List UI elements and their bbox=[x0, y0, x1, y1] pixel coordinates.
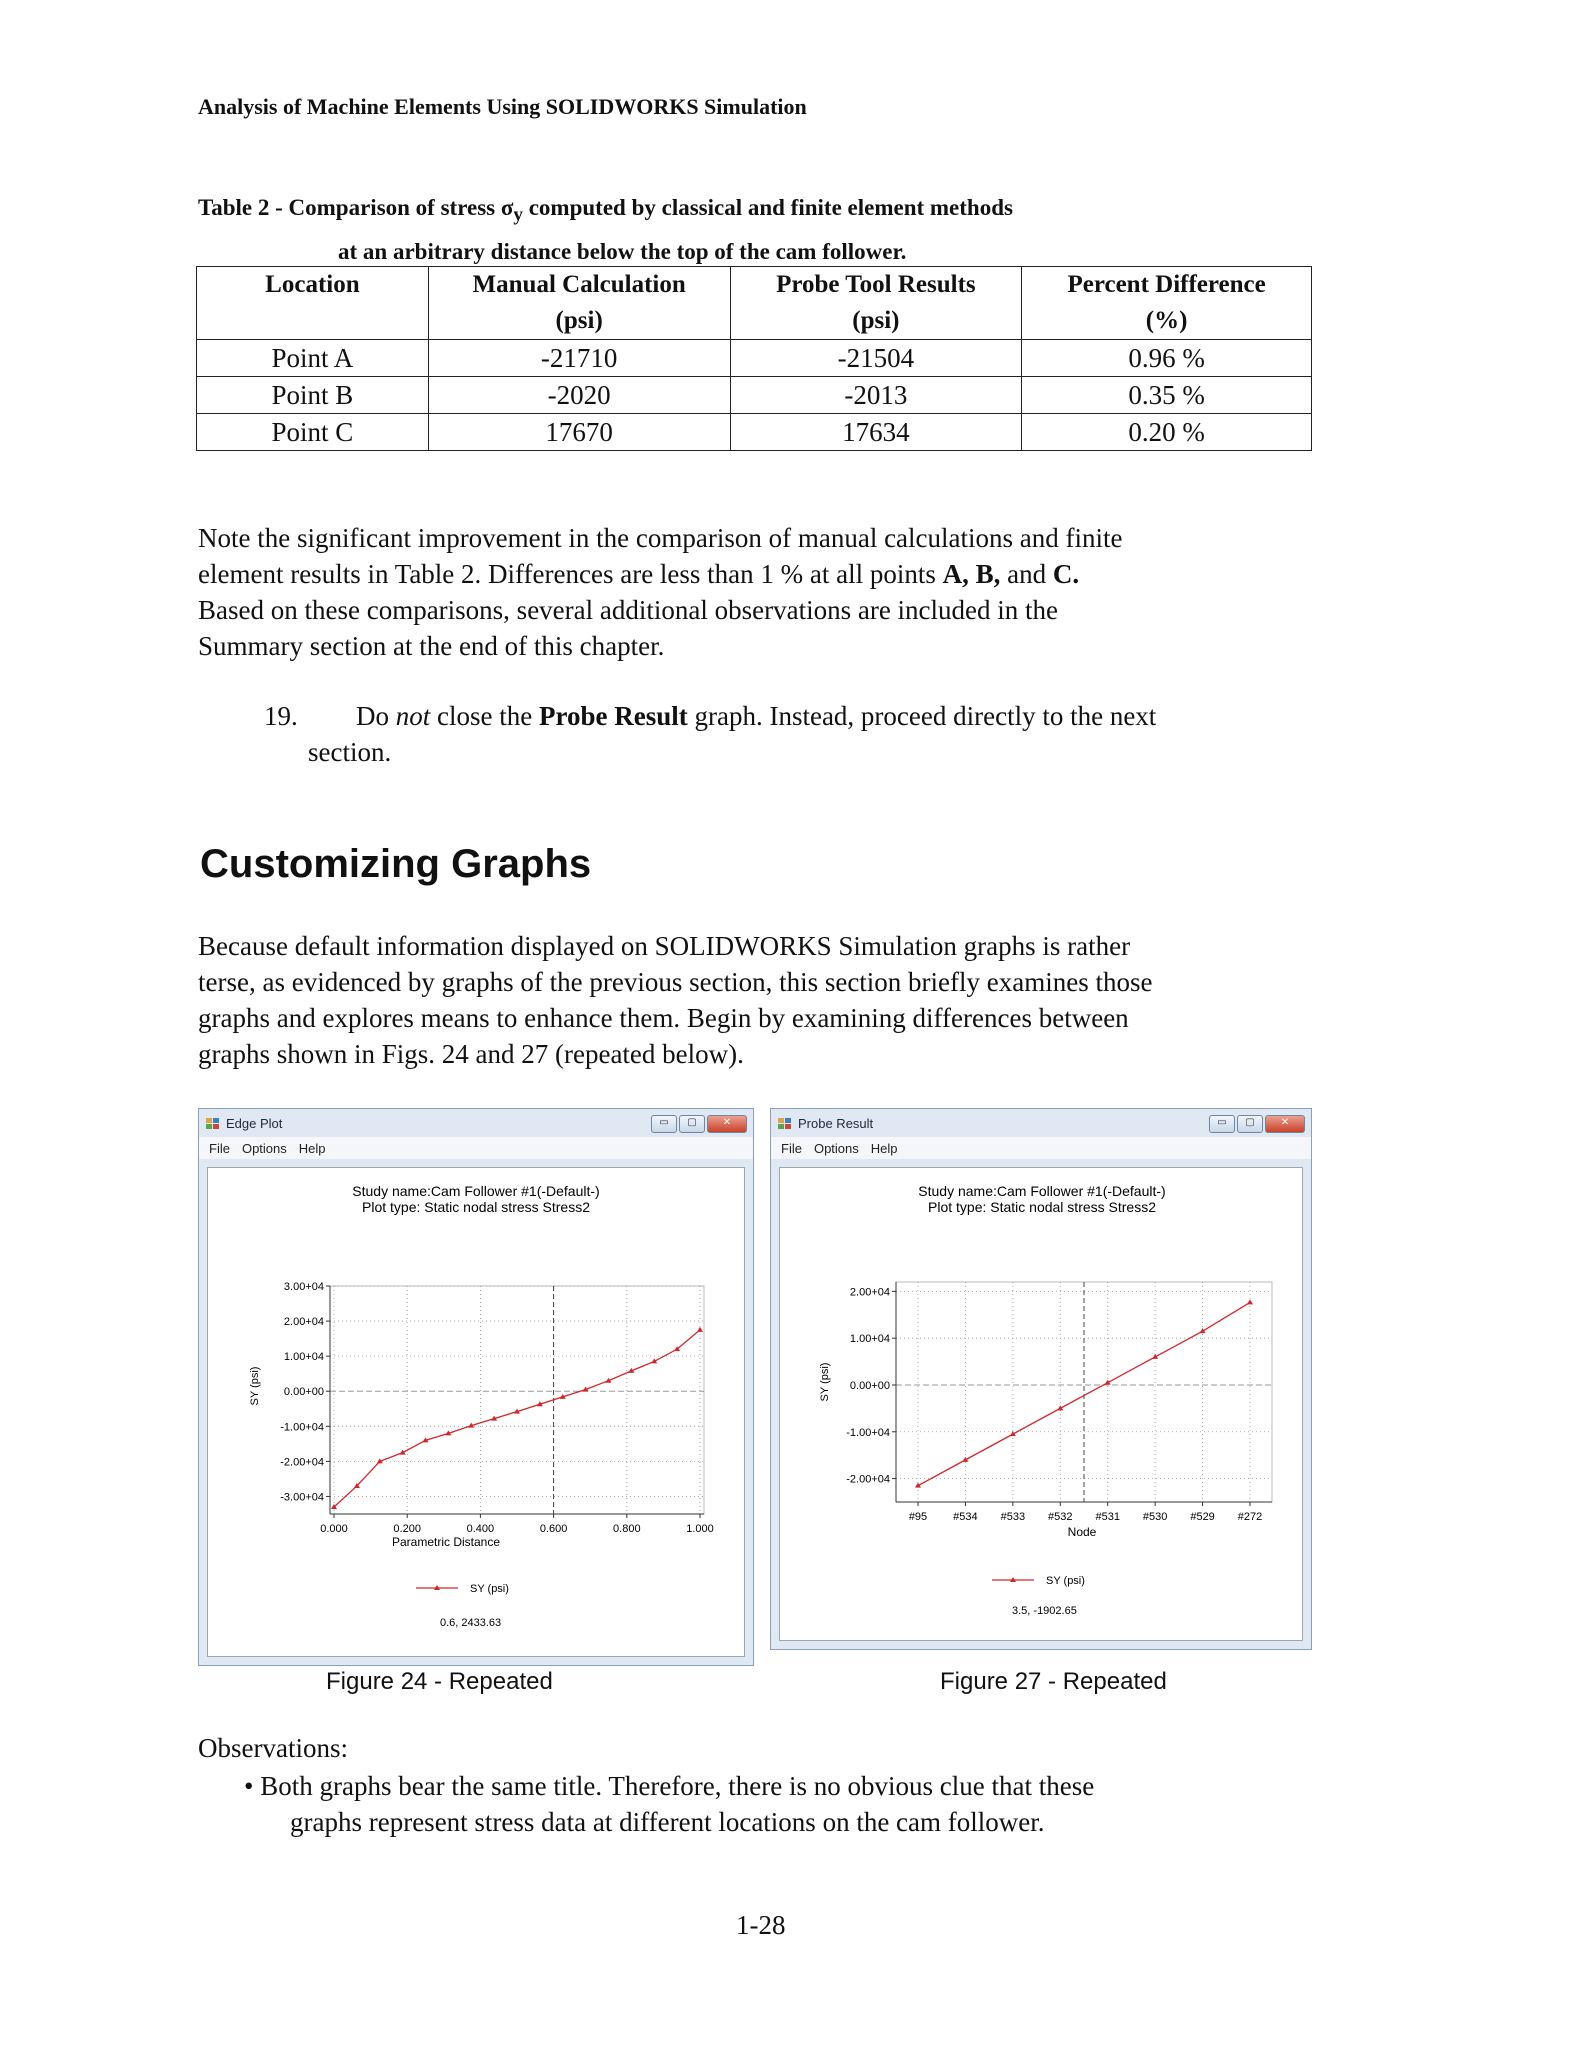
menu-options[interactable]: Options bbox=[241, 1140, 287, 1156]
table-cell: -21710 bbox=[428, 340, 730, 377]
menu-help[interactable]: Help bbox=[298, 1140, 326, 1156]
probe-result-window bbox=[770, 1108, 1312, 1650]
figure-27-caption: Figure 27 - Repeated bbox=[940, 1668, 1167, 1695]
menu-help[interactable]: Help bbox=[870, 1140, 898, 1156]
table-cell: Point C bbox=[197, 414, 429, 451]
table-cell: 0.20 % bbox=[1022, 414, 1312, 451]
x-tick-label: 0.800 bbox=[613, 1523, 641, 1535]
table-caption-line2: at an arbitrary distance below the top of the cam follower. bbox=[338, 238, 907, 264]
table-cell: Point B bbox=[197, 377, 429, 414]
table-row bbox=[197, 414, 1312, 451]
col-header-percent: Percent Difference (%) bbox=[1022, 267, 1312, 340]
x-tick-label: #95 bbox=[908, 1511, 928, 1523]
y-tick-label: 1.00+04 bbox=[849, 1333, 890, 1346]
x-tick-label: #533 bbox=[1000, 1511, 1026, 1523]
y-tick-label: 2.00+04 bbox=[283, 1316, 324, 1329]
data-point bbox=[1247, 1299, 1253, 1304]
probe-result-chart bbox=[780, 1168, 1302, 1640]
table-cell: -2020 bbox=[428, 377, 730, 414]
menubar bbox=[199, 1137, 753, 1159]
app-icon bbox=[205, 1116, 221, 1130]
menu-file[interactable]: File bbox=[781, 1140, 802, 1156]
col-header-location: Location bbox=[197, 267, 429, 340]
x-tick-label: 0.200 bbox=[393, 1523, 421, 1535]
y-tick-label: 0.00+00 bbox=[283, 1386, 324, 1399]
page-number: 1-28 bbox=[736, 1910, 786, 1940]
x-tick-label: #531 bbox=[1095, 1511, 1120, 1523]
plot-title-line2: Plot type: Static nodal stress Stress2 bbox=[362, 1199, 590, 1215]
table-cell: 17670 bbox=[428, 414, 730, 451]
y-tick-label: 2.00+04 bbox=[849, 1286, 890, 1299]
app-icon bbox=[777, 1116, 793, 1130]
y-tick-label: 0.00+00 bbox=[849, 1379, 890, 1392]
x-axis-label: Parametric Distance bbox=[391, 1535, 501, 1549]
chart-plot bbox=[280, 1281, 714, 1535]
x-tick-label: 0.000 bbox=[320, 1523, 348, 1535]
minimize-button[interactable]: ▭ bbox=[651, 1115, 677, 1133]
y-tick-label: -1.00+04 bbox=[280, 1421, 324, 1434]
table-cell: Point A bbox=[197, 340, 429, 377]
plot-title-line1: Study name:Cam Follower #1(-Default-) bbox=[352, 1183, 600, 1199]
table-cell: 0.35 % bbox=[1022, 377, 1312, 414]
y-tick-label: -3.00+04 bbox=[280, 1491, 324, 1504]
data-point bbox=[697, 1327, 703, 1332]
cursor-readout: 0.6, 2433.63 bbox=[440, 1617, 502, 1629]
note-paragraph: Note the significant improvement in the comparison of manual calculations and finite element results in Table 2. Differences are less than 1 % at all points A, B, and C. Based on these comparisons, several additional observations are included in the Summary section at the end of this chapter. bbox=[198, 523, 1123, 661]
edge-plot-chart bbox=[208, 1168, 744, 1656]
col-header-manual: Manual Calculation (psi) bbox=[428, 267, 730, 340]
close-button[interactable]: ✕ bbox=[1265, 1115, 1305, 1133]
y-tick-label: -2.00+04 bbox=[846, 1473, 890, 1486]
edge-plot-window bbox=[198, 1108, 754, 1666]
step-19: 19. Do not close the Probe Result graph. Instead, proceed directly to the next section. bbox=[264, 698, 1264, 770]
cursor-readout: 3.5, -1902.65 bbox=[1012, 1605, 1077, 1617]
step-number: 19. bbox=[264, 701, 298, 731]
plot-frame bbox=[330, 1286, 704, 1514]
minimize-button[interactable]: ▭ bbox=[1209, 1115, 1235, 1133]
table-row bbox=[197, 377, 1312, 414]
x-tick-label: 0.400 bbox=[466, 1523, 495, 1535]
intro-paragraph: Because default information displayed on SOLIDWORKS Simulation graphs is rather terse, as evidenced by graphs of the previous section, this section briefly examines those graphs and explores means to enhance them. Begin by examining differences between graphs shown in Figs. 24 and 27 (repeated below). bbox=[198, 931, 1153, 1069]
y-axis-label: SY (psi) bbox=[819, 1362, 831, 1402]
legend-label: SY (psi) bbox=[1046, 1575, 1085, 1587]
maximize-button[interactable]: ▢ bbox=[679, 1115, 705, 1133]
table-cell: 0.96 % bbox=[1022, 340, 1312, 377]
table-caption bbox=[198, 190, 1013, 270]
series-line bbox=[334, 1330, 700, 1507]
chart-plot bbox=[846, 1282, 1272, 1523]
x-tick-label: #532 bbox=[1048, 1511, 1073, 1523]
menu-options[interactable]: Options bbox=[813, 1140, 859, 1156]
window-title: Edge Plot bbox=[226, 1115, 283, 1131]
legend bbox=[992, 1575, 1085, 1587]
x-tick-label: 0.600 bbox=[539, 1523, 568, 1535]
menubar bbox=[771, 1137, 1311, 1159]
running-header: Analysis of Machine Elements Using SOLIDWORKS Simulation bbox=[198, 94, 807, 119]
menu-file[interactable]: File bbox=[209, 1140, 230, 1156]
x-tick-label: #530 bbox=[1142, 1511, 1168, 1523]
figure-24-caption: Figure 24 - Repeated bbox=[326, 1668, 553, 1695]
table-header-row bbox=[197, 267, 1312, 340]
x-tick-label: #534 bbox=[953, 1511, 978, 1523]
comparison-table bbox=[196, 266, 1312, 451]
close-button[interactable]: ✕ bbox=[707, 1115, 747, 1133]
section-title: Customizing Graphs bbox=[200, 842, 592, 886]
col-header-probe: Probe Tool Results (psi) bbox=[730, 267, 1022, 340]
table-cell: -21504 bbox=[730, 340, 1022, 377]
table-cell: 17634 bbox=[730, 414, 1022, 451]
observations-heading: Observations: bbox=[198, 1733, 348, 1763]
table-caption-line1: Table 2 - Comparison of stress $\sigma_y$ computed by classical and finite element methods bbox=[198, 195, 1013, 226]
window-titlebar[interactable] bbox=[771, 1109, 1311, 1137]
plot-title-line1: Study name:Cam Follower #1(-Default-) bbox=[918, 1183, 1166, 1199]
table-cell: -2013 bbox=[730, 377, 1022, 414]
data-point bbox=[1200, 1328, 1206, 1333]
observations-bullet: • Both graphs bear the same title. Therefore, there is no obvious clue that these graphs represent stress data at different locations on the cam follower. bbox=[244, 1771, 1095, 1837]
x-axis-label: Node bbox=[1067, 1525, 1097, 1539]
legend bbox=[416, 1583, 509, 1595]
plot-title-line2: Plot type: Static nodal stress Stress2 bbox=[928, 1199, 1156, 1215]
y-tick-label: 1.00+04 bbox=[283, 1351, 324, 1364]
table-row bbox=[197, 340, 1312, 377]
x-tick-label: #272 bbox=[1237, 1511, 1263, 1523]
maximize-button[interactable]: ▢ bbox=[1237, 1115, 1263, 1133]
x-tick-label: 1.000 bbox=[686, 1523, 714, 1535]
legend-label: SY (psi) bbox=[470, 1583, 509, 1595]
window-titlebar[interactable] bbox=[199, 1109, 753, 1137]
window-title: Probe Result bbox=[798, 1115, 874, 1131]
y-tick-label: -1.00+04 bbox=[846, 1426, 890, 1439]
y-tick-label: 3.00+04 bbox=[283, 1281, 324, 1293]
x-tick-label: #529 bbox=[1190, 1511, 1215, 1523]
y-tick-label: -2.00+04 bbox=[280, 1456, 324, 1469]
plot-area bbox=[779, 1167, 1303, 1641]
plot-area bbox=[207, 1167, 745, 1657]
y-axis-label: SY (psi) bbox=[249, 1366, 261, 1406]
